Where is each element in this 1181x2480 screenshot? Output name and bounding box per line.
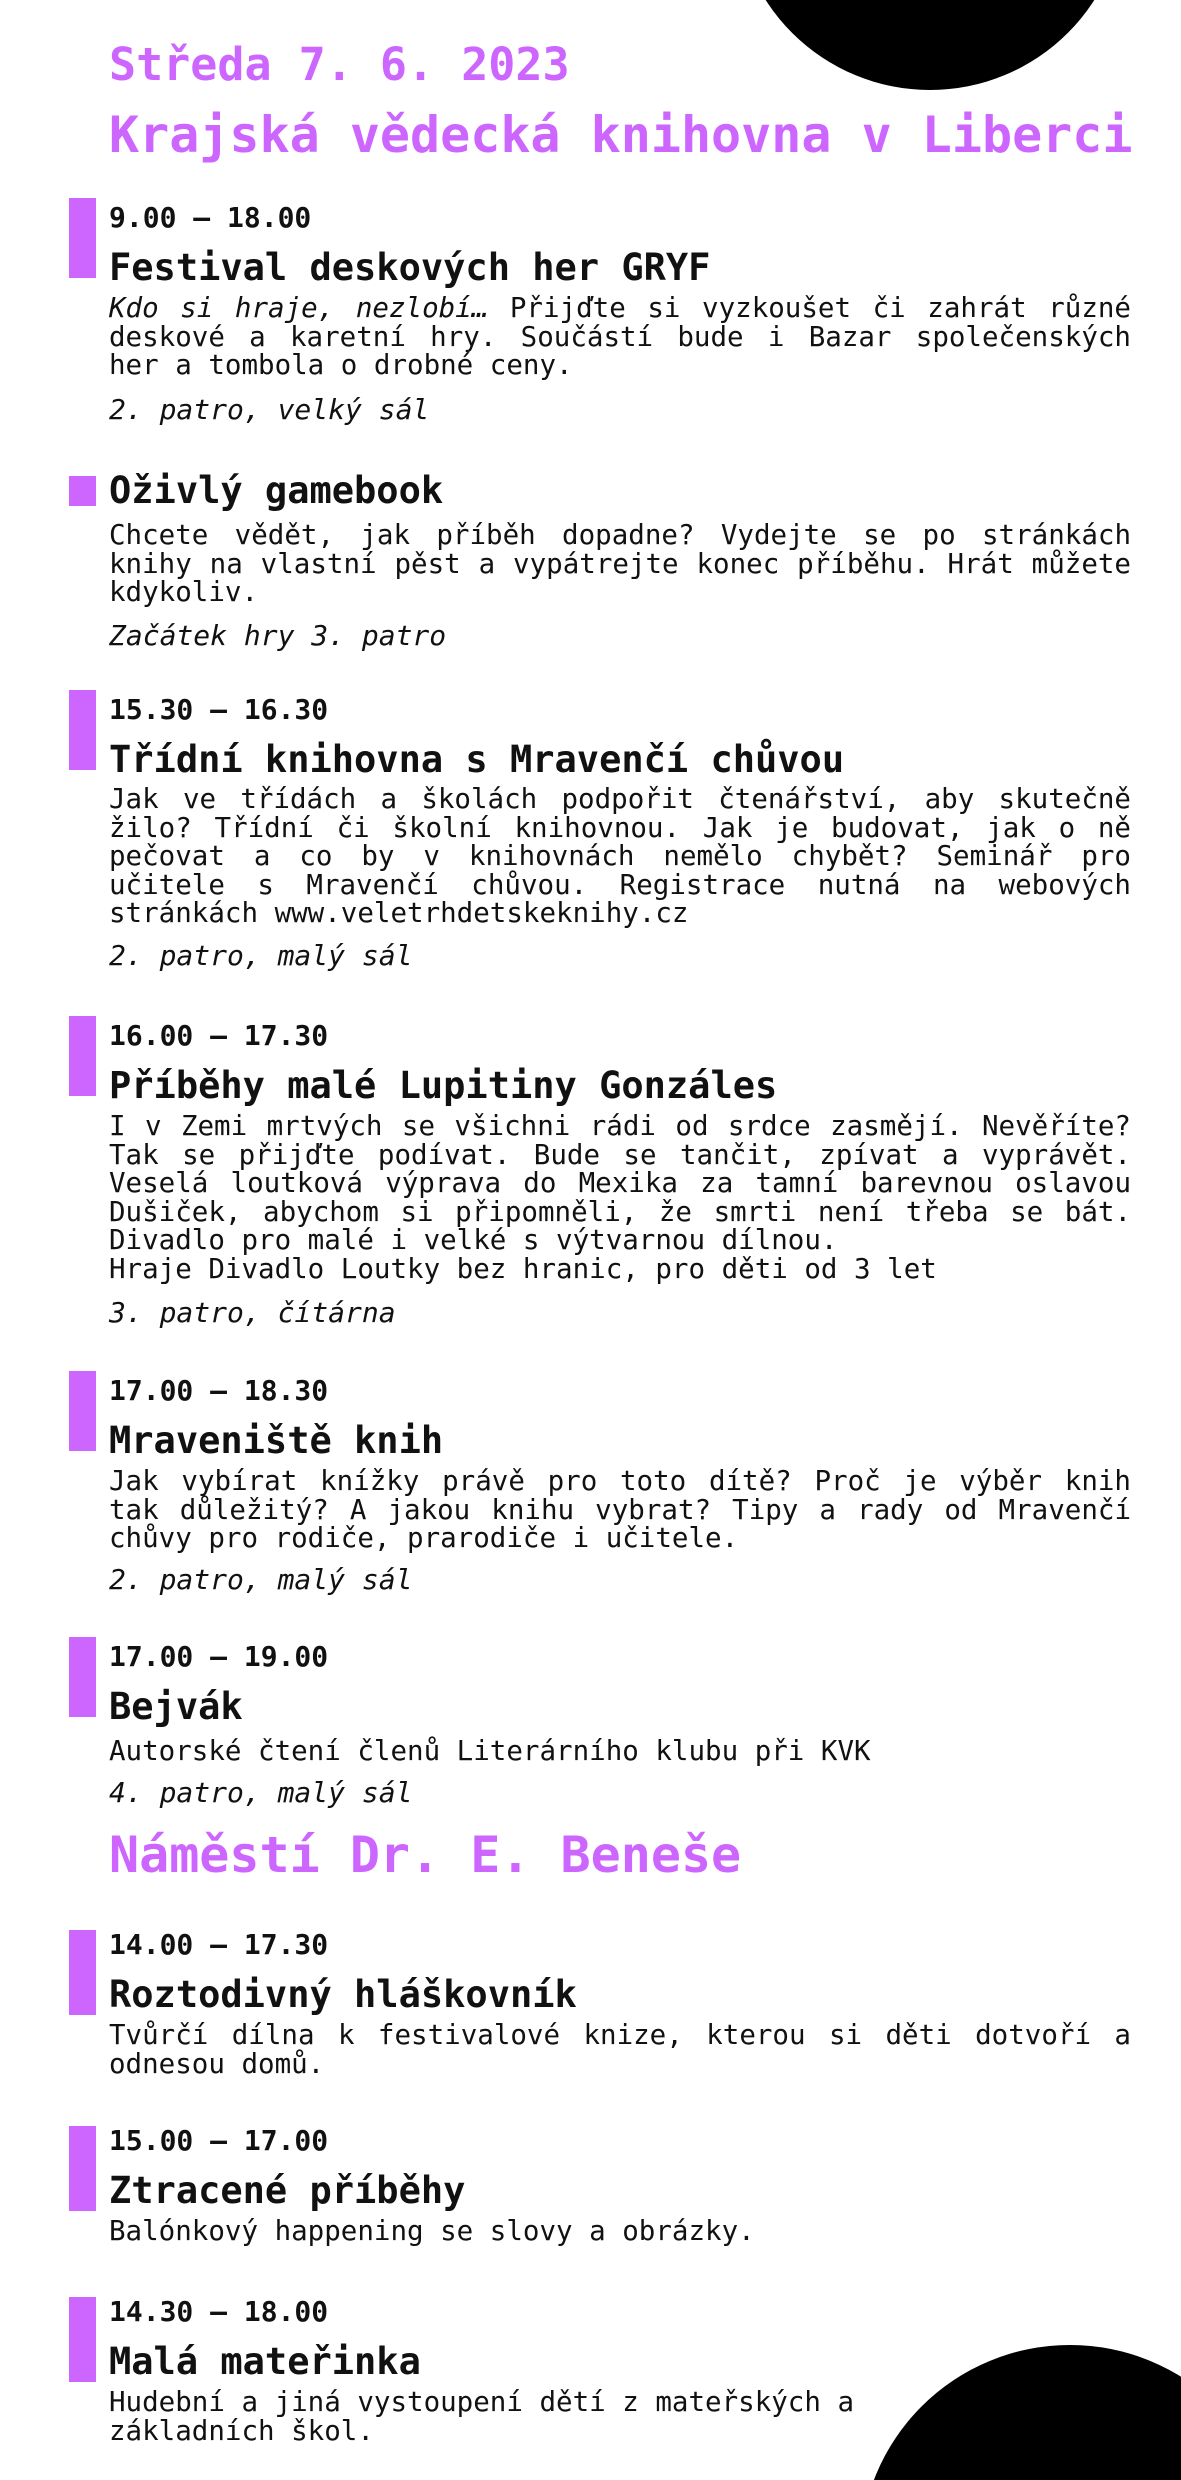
event-time: 14.30 – 18.00 bbox=[109, 2295, 329, 2328]
event-title: Mraveniště knih bbox=[109, 1419, 444, 1462]
event-place: 2. patro, malý sál bbox=[109, 1563, 413, 1596]
event-time: 17.00 – 18.30 bbox=[109, 1374, 329, 1407]
event-lead: Kdo si hraje, nezlobí… bbox=[109, 292, 489, 324]
venue-heading: Krajská vědecká knihovna v Liberci bbox=[109, 106, 1133, 164]
event-place: 2. patro, malý sál bbox=[109, 939, 413, 972]
event-performer: Hraje Divadlo Loutky bez hranic, pro děti od 3 let bbox=[109, 1252, 937, 1285]
event-time: 16.00 – 17.30 bbox=[109, 1019, 329, 1052]
event-title: Třídní knihovna s Mravenčí chůvou bbox=[109, 738, 845, 781]
event-time: 17.00 – 19.00 bbox=[109, 1640, 329, 1673]
event-marker bbox=[69, 1371, 96, 1451]
event-place: Začátek hry 3. patro bbox=[109, 619, 447, 652]
event-place: 3. patro, čítárna bbox=[109, 1296, 396, 1329]
event-description: Jak vybírat knížky právě pro toto dítě? Proč je výběr knih tak důležitý? A jakou knihu vybrat? Tipy a rady od Mravenčí chůvy pro rodiče, prarodiče i učitele. bbox=[109, 1465, 1131, 1554]
event-description-text: Přijďte si vyzkoušet či zahrát různé deskové a karetní hry. Součástí bude i Bazar společenských her a tombola o drobné ceny. bbox=[109, 292, 1131, 381]
event-marker bbox=[69, 2297, 96, 2382]
venue2-heading: Náměstí Dr. E. Beneše bbox=[109, 1826, 742, 1884]
date-heading: Středa 7. 6. 2023 bbox=[109, 38, 570, 91]
event-marker bbox=[69, 1016, 96, 1096]
event-description: Balónkový happening se slovy a obrázky. bbox=[109, 2215, 755, 2247]
event-description: Autorské čtení členů Literárního klubu při KVK bbox=[109, 1735, 871, 1767]
event-title: Malá mateřinka bbox=[109, 2340, 421, 2383]
event-description: Hudební a jiná vystoupení dětí z mateřských a základních škol. bbox=[109, 2386, 855, 2447]
event-title: Roztodivný hláškovník bbox=[109, 1973, 577, 2016]
event-title: Festival deskových her GRYF bbox=[109, 246, 711, 289]
event-title: Příběhy malé Lupitiny Gonzáles bbox=[109, 1064, 778, 1107]
event-description bbox=[109, 1112, 1131, 1283]
event-place: 4. patro, malý sál bbox=[109, 1776, 413, 1809]
event-marker bbox=[69, 476, 96, 506]
event-description: Chcete vědět, jak příběh dopadne? Vydejte se po stránkách knihy na vlastní pěst a vypátrejte konec příběhu. Hrát můžete kdykoliv. bbox=[109, 519, 1131, 608]
event-time: 14.00 – 17.30 bbox=[109, 1928, 329, 1961]
event-time: 15.30 – 16.30 bbox=[109, 693, 329, 726]
event-marker bbox=[69, 198, 96, 278]
event-marker bbox=[69, 1637, 96, 1717]
event-description-text: I v Zemi mrtvých se všichni rádi od srdce zasmějí. Nevěříte? Tak se přijďte podívat. Bude se tančit, zpívat a vyprávět. Veselá loutková výprava do Mexika za tamní barevnou oslavou Dušiček, abychom si připomněli, že smrti není třeba se bát. Divadlo pro malé i velké s výtvarnou dílnou. bbox=[109, 1110, 1131, 1256]
event-description: Tvůrčí dílna k festivalové knize, kterou si děti dotvoří a odnesou domů. bbox=[109, 2019, 1131, 2080]
event-marker bbox=[69, 690, 96, 770]
event-description bbox=[109, 294, 1131, 380]
event-marker bbox=[69, 1930, 96, 2015]
event-description: Jak ve třídách a školách podpořit čtenářství, aby skutečně žilo? Třídní či školní knihovnou. Jak je budovat, jak o ně pečovat a co by v knihovnách nemělo chybět? Seminář pro učitele s Mravenčí chůvou. Registrace nutná na webových stránkách www.veletrhdetskeknihy.cz bbox=[109, 783, 1131, 929]
event-title: Bejvák bbox=[109, 1685, 243, 1728]
event-time: 9.00 – 18.00 bbox=[109, 201, 312, 234]
event-place: 2. patro, velký sál bbox=[109, 393, 430, 426]
event-title: Oživlý gamebook bbox=[109, 469, 444, 512]
decorative-circle-top bbox=[735, 0, 1125, 90]
event-marker bbox=[69, 2126, 96, 2211]
event-title: Ztracené příběhy bbox=[109, 2169, 466, 2212]
event-time: 15.00 – 17.00 bbox=[109, 2124, 329, 2157]
